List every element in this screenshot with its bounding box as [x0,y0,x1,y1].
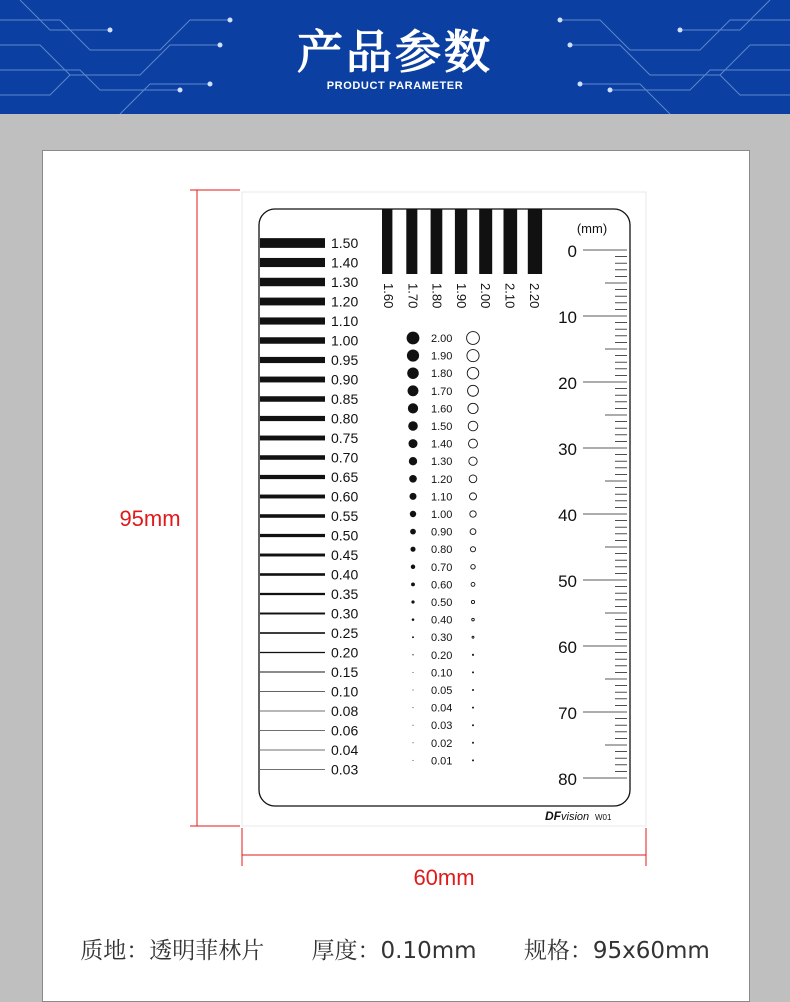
ruler-label: 30 [558,440,577,459]
filled-dot [411,600,414,603]
line-width-label: 0.50 [331,527,359,544]
vertical-bar-label: 2.00 [478,283,494,309]
dot-size-label: 1.60 [431,403,453,416]
line-width-label: 0.80 [331,410,359,427]
line-width-bar [260,416,325,421]
line-width-bar [260,593,325,595]
hollow-dot [473,690,474,691]
filled-dot [412,618,415,621]
dot-size-label: 0.20 [431,649,453,662]
line-width-bar [260,495,325,499]
dot-size-label: 0.60 [431,579,453,592]
filled-dot [409,493,416,500]
line-width-label: 1.30 [331,274,359,290]
vertical-bar-label: 2.10 [502,283,518,309]
unit-label: (mm) [576,221,608,236]
vertical-bar-label: 2.20 [526,283,542,309]
width-label: 60mm [413,865,475,890]
dot-size-label: 1.10 [431,491,453,504]
dot-size-label: 0.90 [431,526,453,539]
vertical-bar [382,209,392,274]
dot-size-label: 1.50 [431,421,453,433]
line-width-label: 0.25 [331,625,359,641]
hollow-dot [473,742,474,743]
line-width-bar [260,514,325,518]
vertical-bar [479,209,492,274]
line-width-label: 0.65 [331,469,359,485]
line-width-label: 0.40 [331,566,359,583]
line-width-bar [260,475,325,479]
spec-thickness: 厚度：0.10mm [311,938,477,964]
line-width-bar [260,573,325,576]
filled-dot [413,760,414,761]
hollow-dot [473,725,474,726]
page-title: 产品参数 [297,25,493,79]
line-width-label: 0.90 [331,371,359,388]
dot-size-label: 1.00 [431,509,453,521]
vertical-bar-label: 1.90 [453,283,469,309]
line-width-label: 0.45 [331,547,359,563]
filled-dot [409,475,417,483]
ruler-label: 0 [567,242,577,261]
line-width-bar [260,337,325,344]
line-width-label: 0.06 [331,722,359,739]
line-width-bar [260,750,325,751]
dot-size-label: 0.40 [431,614,453,627]
dot-size-label: 0.05 [431,685,453,697]
line-width-bar [260,258,325,267]
dot-size-label: 0.50 [431,597,453,609]
spec-line [0,932,790,965]
line-width-label: 0.03 [331,761,359,778]
filled-dot [410,529,416,535]
ruler-label: 80 [558,770,577,789]
vertical-bar [431,209,443,274]
spec-size: 规格：95x60mm [523,938,710,964]
line-width-label: 0.70 [331,449,359,466]
dot-size-label: 1.90 [431,350,453,363]
filled-dot [409,457,417,465]
line-width-label: 0.95 [331,352,359,368]
dot-size-label: 1.20 [431,473,453,486]
filled-dot [410,511,416,517]
line-width-label: 0.08 [331,703,359,719]
dot-size-label: 0.01 [431,755,453,768]
line-width-label: 0.20 [331,644,359,661]
spec-material: 质地：透明菲林片 [80,938,265,964]
dot-size-label: 0.80 [431,544,453,557]
line-width-bar [260,769,325,770]
dot-size-label: 1.80 [431,368,453,381]
model-label: W01 [595,813,612,822]
line-width-label: 0.60 [331,488,359,505]
filled-dot [413,742,414,743]
line-width-label: 1.20 [331,293,359,310]
line-width-bar [260,377,325,383]
vertical-bar [455,209,467,274]
filled-dot [407,367,419,379]
dot-size-label: 0.04 [431,702,453,715]
filled-dot [412,654,413,655]
line-width-label: 1.40 [331,254,359,271]
ruler-label: 10 [558,308,577,327]
dot-size-label: 0.03 [431,720,453,733]
height-label: 95mm [119,506,181,531]
filled-dot [409,439,418,448]
line-width-bar [260,632,325,634]
dot-size-label: 0.10 [431,667,453,680]
dot-size-label: 0.70 [431,561,453,574]
line-width-label: 0.85 [331,391,359,407]
vertical-bar [406,209,417,274]
vertical-bar-label: 1.70 [405,283,421,309]
line-width-label: 0.30 [331,605,359,622]
dot-size-label: 1.30 [431,456,453,469]
line-width-label: 1.00 [331,332,359,349]
vertical-bar [504,209,518,274]
line-width-bar [260,396,325,402]
line-width-label: 0.15 [331,664,359,680]
line-width-bar [260,711,325,712]
ruler-label: 40 [558,506,577,525]
line-width-label: 0.35 [331,586,359,602]
line-width-bar [260,534,325,537]
filled-dot [411,582,415,586]
line-width-bar [260,357,325,363]
ruler-label: 60 [558,638,577,657]
line-width-bar [260,691,325,692]
hollow-dot [473,672,474,673]
line-width-bar [260,436,325,441]
ruler-label: 50 [558,572,577,591]
line-width-bar [260,554,325,557]
filled-dot [407,332,420,345]
hollow-dot [473,760,474,761]
line-width-bar [260,238,325,248]
line-width-bar [260,672,325,673]
line-width-label: 0.55 [331,508,359,524]
filled-dot [413,707,414,708]
vertical-bar-label: 1.60 [381,283,396,309]
brand-logo [545,809,589,823]
ruler-label: 70 [558,704,577,723]
filled-dot [412,636,414,638]
filled-dot [413,690,414,691]
line-width-bar [260,613,325,615]
line-width-bar [260,278,325,286]
dot-size-label: 1.40 [431,438,453,451]
filled-dot [408,421,418,431]
hollow-dot [473,707,474,708]
dot-size-label: 0.02 [431,737,453,750]
dot-size-label: 2.00 [431,333,453,345]
line-width-label: 0.10 [331,683,359,700]
dot-size-label: 0.30 [431,632,453,645]
line-width-bar [260,652,325,653]
dot-size-label: 1.70 [431,385,453,398]
filled-dot [407,350,419,362]
line-width-bar [260,317,325,324]
filled-dot [408,385,419,396]
page-subtitle: PRODUCT PARAMETER [326,80,464,92]
filled-dot [413,725,414,726]
filled-dot [410,547,415,552]
line-width-label: 0.04 [331,742,359,758]
filled-dot [408,403,418,413]
line-width-bar [260,455,325,460]
line-width-label: 1.50 [331,235,359,251]
filled-dot [411,565,415,569]
line-width-label: 0.75 [331,430,359,446]
brand-logo-text: DFvision [545,809,590,823]
line-width-label: 1.10 [331,313,359,329]
filled-dot [413,672,414,673]
vertical-bar [528,209,542,274]
ruler-label: 20 [558,374,577,393]
vertical-bar-label: 1.80 [429,283,445,309]
line-width-bar [260,298,325,306]
line-width-bar [260,730,325,731]
